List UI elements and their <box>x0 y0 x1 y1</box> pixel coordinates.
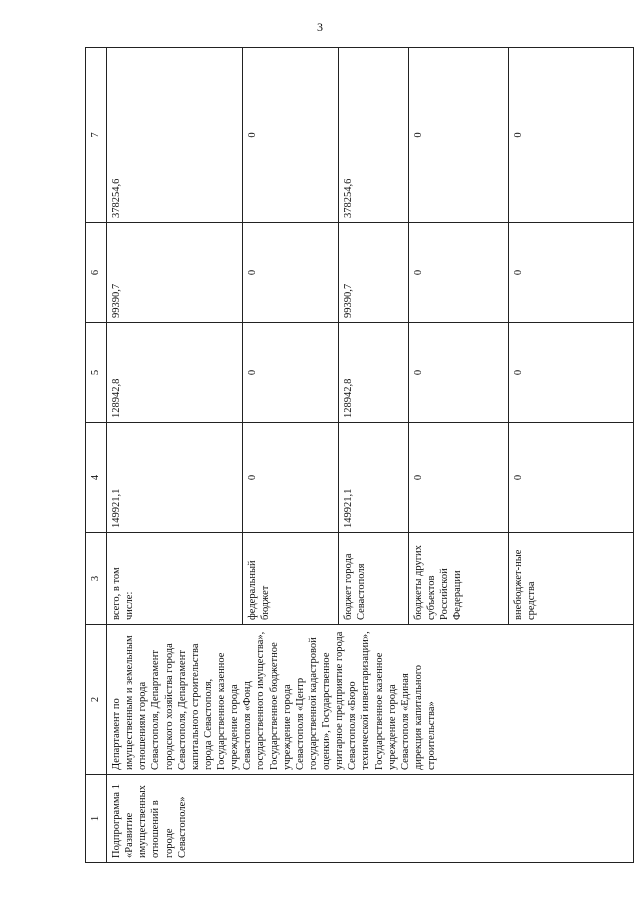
funding-source: бюджет города Севастополя <box>339 533 409 625</box>
value-cell: 128942,8 <box>339 323 409 423</box>
page-number: 3 <box>317 20 323 34</box>
column-number: 6 <box>86 223 107 323</box>
value-cell: 0 <box>509 48 634 223</box>
rotated-table-frame <box>85 48 630 863</box>
value-cell: 378254,6 <box>107 48 243 223</box>
value-cell: 0 <box>509 223 634 323</box>
funding-source: всего, в том числе: <box>107 533 243 625</box>
value-cell: 0 <box>243 48 339 223</box>
funding-source: федеральный бюджет <box>243 533 339 625</box>
rotated-table-wrapper <box>85 48 630 863</box>
value-cell: 0 <box>409 423 509 533</box>
value-cell: 0 <box>409 323 509 423</box>
value-cell: 0 <box>243 423 339 533</box>
value-cell: 149921,1 <box>339 423 409 533</box>
value-cell: 149921,1 <box>107 423 243 533</box>
table-row <box>107 48 243 863</box>
value-cell: 99390,7 <box>339 223 409 323</box>
value-cell: 0 <box>243 323 339 423</box>
value-cell: 99390,7 <box>107 223 243 323</box>
value-cell: 0 <box>409 223 509 323</box>
value-cell: 128942,8 <box>107 323 243 423</box>
column-number-row <box>86 48 107 863</box>
value-cell: 0 <box>509 423 634 533</box>
column-number: 5 <box>86 323 107 423</box>
value-cell: 0 <box>409 48 509 223</box>
column-number: 7 <box>86 48 107 223</box>
budget-table <box>85 47 634 863</box>
column-number: 3 <box>86 533 107 625</box>
column-number: 1 <box>86 775 107 863</box>
funding-source: бюджеты других субъектов Российской Федерации <box>409 533 509 625</box>
subprogram-cell: Подпрограмма 1 «Развитие имущественных отношений в городе Севастополе» <box>107 775 634 863</box>
column-number: 4 <box>86 423 107 533</box>
column-number: 2 <box>86 625 107 775</box>
executors-cell: Департамент по имущественным и земельным отношениям города Севастополя, Департамент городского хозяйства города Севастополя, Департамент капитального строительства города Севастополя, Государственное казенное учреждение города Севастополя «Фонд государственного имущества», Государственное бюджетное учреждение города Севастополя «Центр государственной кадастровой оценки», Государственное унитарное предприятие города Севастополя «Бюро технической инвентаризации», Государственное казенное учреждение города Севастополя «Единая дирекция капитального строительства» <box>107 625 634 775</box>
value-cell: 0 <box>243 223 339 323</box>
value-cell: 0 <box>509 323 634 423</box>
funding-source: внебюджет-ные средства <box>509 533 634 625</box>
value-cell: 378254,6 <box>339 48 409 223</box>
